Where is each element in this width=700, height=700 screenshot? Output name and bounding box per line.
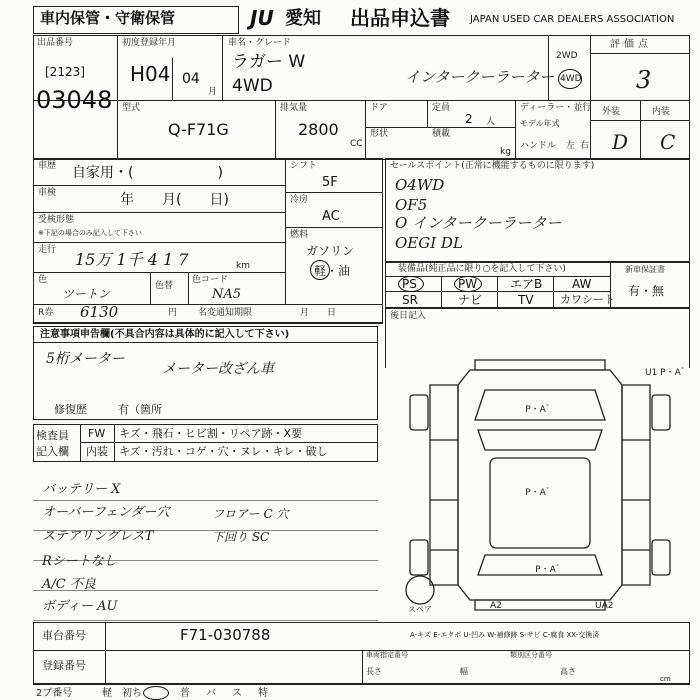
receipt-note: ※下記の場合のみ記入して下さい — [38, 229, 142, 237]
handwritten-item: バッテリー X — [42, 482, 121, 497]
inspector-fw-items: キズ・飛石・ヒビ割・リペア跡・X要 — [119, 427, 303, 440]
color-label: 色 — [38, 275, 48, 285]
drive-4wd: 4WD — [560, 74, 582, 84]
fuel-label: 燃料 — [290, 230, 309, 240]
shift-value: 5F — [322, 175, 338, 190]
damage-legend: A-キズ E-エクボ U-凹み W-補修跡 S-サビ C-腐食 XX-交換済 — [410, 631, 600, 639]
handwritten-item: オーバーフェンダー穴 — [42, 505, 170, 520]
diagram-mark: UA2 — [595, 601, 614, 611]
name-grade-label: 車名・グレード — [228, 38, 292, 48]
chassis-label: 車台番号 — [42, 629, 86, 642]
mileage-label: 走行 — [38, 245, 57, 255]
drive-2wd: 2WD — [556, 51, 578, 61]
shape-label: 形状 — [370, 129, 389, 139]
interior-grade: C — [660, 130, 676, 154]
ju-logo: JU — [250, 6, 274, 30]
equip-kawaseat: カワシート — [560, 293, 615, 306]
last-row-cell: バ — [206, 688, 216, 699]
equipment-label: 装備品(純正品に限り○を記入して下さい) — [398, 264, 566, 274]
name-change-label: 名変通知期限 — [198, 308, 253, 318]
registration-label: 登録番号 — [42, 659, 86, 672]
association-english: JAPAN USED CAR DEALERS ASSOCIATION — [470, 14, 675, 25]
last-row-cell: 特 — [258, 688, 268, 699]
first-reg-label: 初度登録年月 — [122, 38, 177, 48]
fuel-alt: 軽・油 — [314, 264, 351, 278]
interior-label: 内装 — [652, 107, 671, 117]
recycle-label: R券 — [38, 308, 54, 318]
aircon-value: AC — [322, 209, 340, 224]
history-value: 自家用・( ) — [72, 165, 223, 181]
last-row-cell: 普 — [180, 688, 190, 699]
equip-navi: ナビ — [458, 293, 483, 307]
diagram-mark: P・A゛ — [525, 488, 555, 498]
fuel-value: ガソリン — [306, 244, 355, 258]
width-label: 幅 — [460, 667, 468, 676]
kg-unit: kg — [500, 147, 511, 157]
grade-handwritten: インタークーラーター — [405, 68, 555, 86]
sales-points-label: セールスポイント(正常に機能するものに限ります) — [390, 161, 595, 171]
displacement-value: 2800 — [298, 120, 339, 139]
exterior-grade: D — [612, 130, 629, 154]
history-label: 車歴 — [38, 161, 57, 171]
fuel-alt-circle — [310, 260, 330, 280]
handle-label: ハンドル — [520, 141, 557, 151]
equip-pw: PW — [458, 277, 478, 291]
door-label: ドア — [370, 103, 388, 113]
last-row-cell: 初ち — [122, 688, 142, 699]
form-title: 出品申込書 — [350, 6, 450, 30]
handwritten-item: ボディー AU — [42, 599, 118, 614]
equip-ps-circle — [398, 276, 424, 292]
last-row-circle — [143, 686, 169, 700]
handwritten-item: A/C 不良 — [42, 577, 96, 592]
handle-right: 右 — [580, 141, 590, 151]
repair-label: 修復歴 — [54, 403, 87, 416]
exterior-label: 外装 — [602, 107, 621, 117]
inspector-int-items: キズ・汚れ・コゲ・穴・ヌレ・キレ・破し — [119, 445, 328, 458]
model-year-label: モデル年式 — [520, 119, 560, 128]
model-label: 型式 — [122, 103, 141, 113]
diagram-mark: A2 — [490, 601, 502, 611]
sales-point-2: OF5 — [395, 196, 428, 214]
equip-airbag: エアB — [510, 277, 543, 291]
notes-label: 注意事項申告欄(不具合内容は具体的に記入して下さい) — [40, 329, 290, 340]
km-unit: km — [236, 261, 250, 271]
score-value: 3 — [636, 66, 652, 94]
color-change-label: 色替 — [155, 281, 174, 291]
inspection-label: 車検 — [38, 188, 57, 198]
last-row-cell: ス — [232, 688, 242, 699]
height-label: 高さ — [560, 667, 576, 676]
sales-point-3: O インタークーラーター — [395, 214, 562, 232]
side-note: 下回り SC — [212, 530, 270, 544]
first-reg-year: H04 — [130, 62, 171, 86]
equip-aw: AW — [572, 277, 592, 291]
color-code-label: 色コード — [192, 275, 229, 285]
handwritten-item: Rシートなし — [42, 554, 117, 569]
inspector-fw-label: FW — [88, 427, 106, 440]
warranty-label: 新車保証書 — [625, 265, 665, 274]
mileage-value: 15万 1千 4 1 7 — [75, 250, 189, 269]
chassis-number: F71-030788 — [180, 626, 271, 644]
equip-pw-circle — [454, 276, 482, 292]
receipt-label: 受検形態 — [38, 215, 75, 225]
drive-4wd-circle — [558, 69, 582, 89]
repair-value: 有（箇所 — [118, 403, 162, 416]
listing-number: 03048 — [36, 86, 113, 114]
vehicle-name: ラガー W — [232, 52, 306, 72]
equip-ps: PS — [402, 277, 417, 291]
notes-text-2: メーター改ざん車 — [162, 361, 274, 377]
handwritten-item: ステアリングレスT — [42, 529, 154, 544]
vehicle-drive: 4WD — [232, 76, 273, 96]
equip-sr: SR — [402, 293, 418, 307]
diagram-mark: P・A゛ — [525, 405, 555, 415]
diagram-corner-note: U1 P・A゛ — [645, 368, 690, 378]
color-value: ツートン — [62, 287, 111, 301]
sales-point-1: O4WD — [395, 176, 445, 194]
score-label: 評価点 — [610, 39, 652, 50]
post-input-label: 後日記入 — [390, 311, 427, 321]
last-row-cell: 2ブ番号 — [36, 688, 73, 699]
person-unit: 人 — [486, 117, 496, 127]
listing-small: [2123] — [45, 65, 85, 79]
yen-unit: 円 — [168, 308, 178, 318]
inspector-int-label: 内装 — [86, 445, 108, 458]
last-row-cell: 軽 — [102, 688, 112, 699]
first-reg-month: 04 — [182, 71, 200, 87]
name-change-value: 月 日 — [300, 308, 337, 318]
model-value: Q-F71G — [168, 120, 229, 139]
weight-label: 積載 — [432, 129, 451, 139]
dealer-label: ディーラー・並行 — [520, 103, 592, 113]
handle-left: 左 — [566, 141, 576, 151]
capacity-label: 定員 — [432, 103, 451, 113]
inspection-value: 年 月( 日) — [120, 192, 229, 208]
storage-title: 車内保管・守衛保管 — [40, 9, 176, 27]
side-note: フロアー C 穴 — [212, 507, 289, 521]
cm-unit: cm — [660, 675, 671, 683]
color-code-value: NA5 — [212, 287, 242, 302]
diagram-mark: P・A゛ — [535, 565, 565, 575]
notes-text-1: 5桁メーター — [46, 351, 125, 367]
spare-label: スペア — [408, 605, 432, 614]
month-unit: 月 — [208, 87, 218, 97]
listing-number-label: 出品番号 — [37, 38, 74, 48]
equip-tv: TV — [518, 293, 534, 307]
cc-unit: CC — [350, 139, 363, 149]
capacity-value: 2 — [465, 112, 473, 126]
inspector-label-top: 検査員 — [36, 429, 69, 442]
sales-point-4: OEGI DL — [395, 234, 463, 252]
dims-label-1: 車両指定番号 — [366, 651, 408, 659]
inspector-label-bottom: 記入欄 — [36, 445, 69, 458]
association-name: 愛知 — [285, 8, 321, 29]
dims-label-2: 類別区分番号 — [510, 651, 552, 659]
displacement-label: 排気量 — [280, 103, 308, 113]
warranty-value: 有・無 — [628, 284, 665, 298]
length-label: 長さ — [366, 667, 382, 676]
shift-label: シフト — [290, 161, 318, 171]
car-damage-diagram — [390, 350, 690, 630]
recycle-value: 6130 — [80, 303, 119, 321]
aircon-label: 冷房 — [290, 195, 309, 205]
